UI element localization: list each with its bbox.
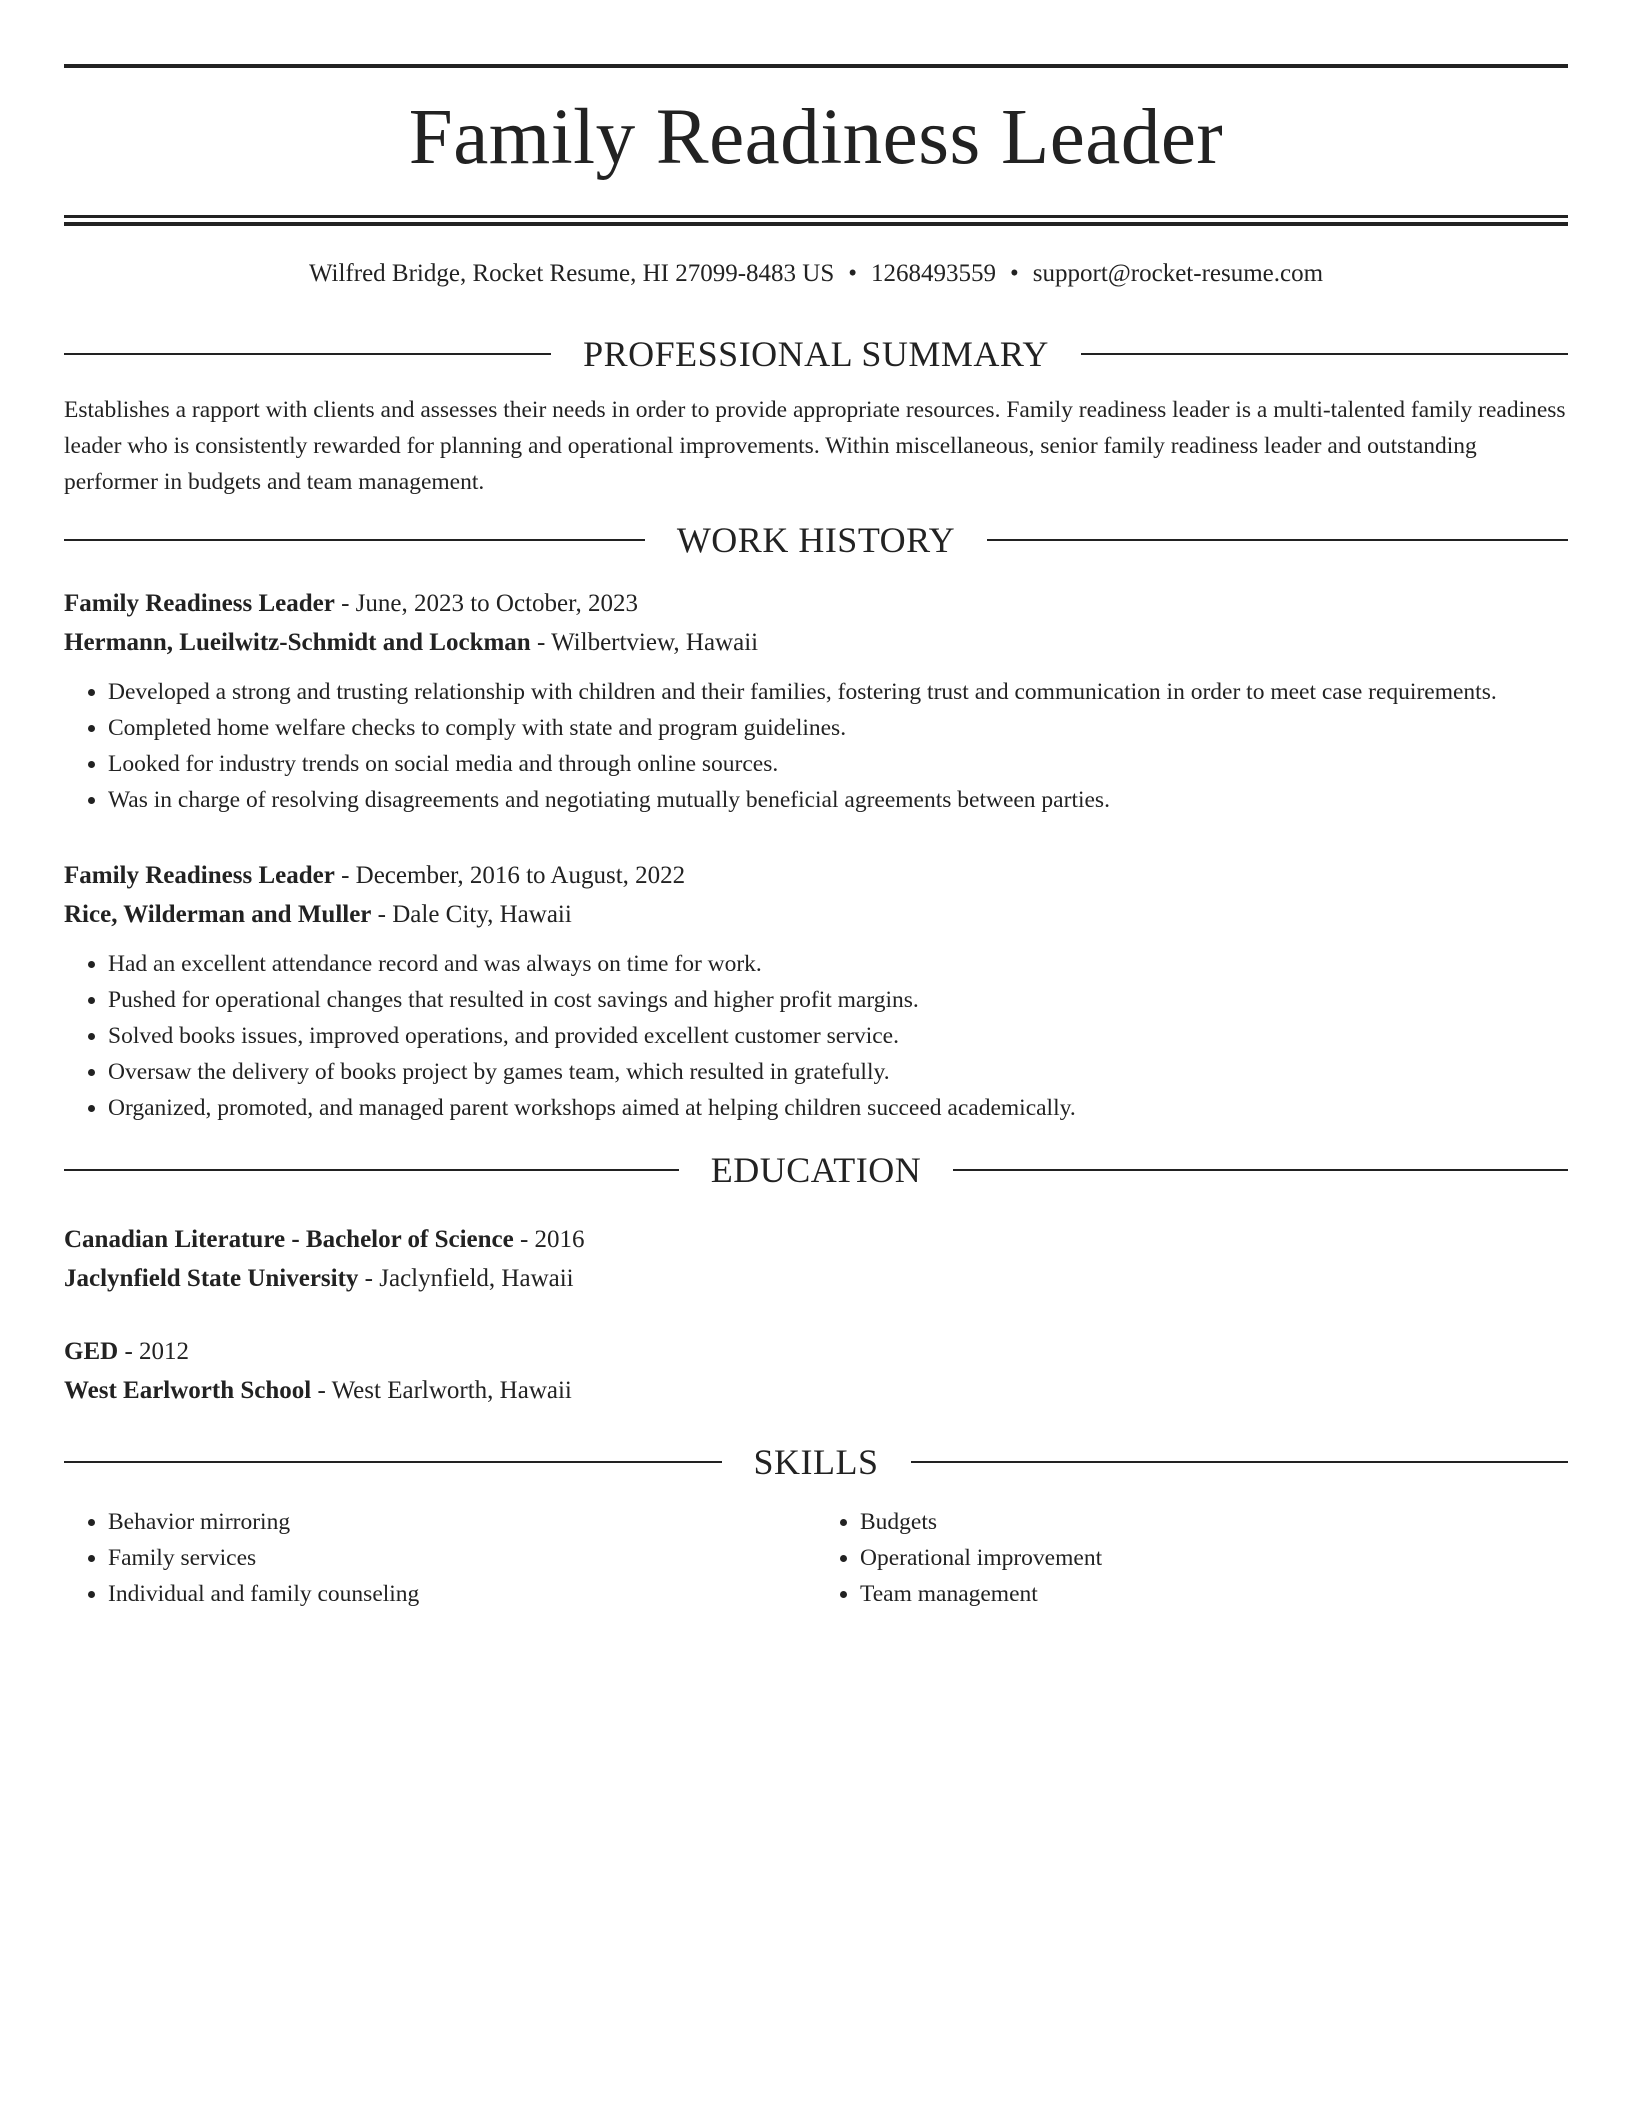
skill-item: • Budgets [860, 1504, 1568, 1540]
education-degree-line [64, 1220, 1568, 1259]
education-location: - Jaclynfield, Hawaii [358, 1265, 574, 1292]
job-entry [64, 584, 1568, 818]
skills-list-left [64, 1504, 816, 1612]
job-location: - Dale City, Hawaii [371, 901, 572, 928]
section-rule-left [64, 1169, 679, 1171]
contact-separator: • [1010, 260, 1019, 287]
section-rule-right [911, 1461, 1569, 1463]
education-school: Jaclynfield State University [64, 1265, 359, 1292]
job-title-line [64, 584, 1568, 623]
title-double-rule [64, 215, 1568, 226]
section-header-education [64, 1148, 1568, 1192]
education-year: - 2016 [513, 1226, 585, 1253]
list-item: • Was in charge of resolving disagreements and negotiating mutually beneficial agreements between parties. [108, 782, 1568, 818]
job-title: Family Readiness Leader [64, 862, 335, 889]
skills-list-right [816, 1504, 1568, 1612]
education-school-line [64, 1259, 1568, 1298]
skill-item: • Family services [108, 1540, 816, 1576]
education-school: West Earlworth School [64, 1377, 312, 1404]
contact-line [64, 256, 1568, 292]
list-item: • Organized, promoted, and managed parent workshops aimed at helping children succeed academically. [108, 1090, 1568, 1126]
list-item: • Solved books issues, improved operations, and provided excellent customer service. [108, 1018, 1568, 1054]
skills-columns [64, 1504, 1568, 1612]
section-title: EDUCATION [710, 1150, 922, 1190]
section-title: SKILLS [753, 1442, 879, 1482]
job-title: Family Readiness Leader [64, 590, 335, 617]
section-header-summary [64, 332, 1568, 376]
section-title: PROFESSIONAL SUMMARY [583, 334, 1049, 374]
education-degree-line [64, 1332, 1568, 1371]
page-title: Family Readiness Leader [408, 94, 1224, 181]
job-location: - Wilbertview, Hawaii [530, 629, 759, 656]
skill-item: • Team management [860, 1576, 1568, 1612]
job-employer: Hermann, Lueilwitz-Schmidt and Lockman [64, 629, 531, 656]
section-header-skills [64, 1440, 1568, 1484]
education-year: - 2012 [118, 1338, 190, 1365]
list-item: • Oversaw the delivery of books project by games team, which resulted in gratefully. [108, 1054, 1568, 1090]
section-rule-right [987, 539, 1568, 541]
section-rule-right [953, 1169, 1568, 1171]
section-header-work-history [64, 518, 1568, 562]
section-rule-left [64, 539, 645, 541]
contact-email: support@rocket-resume.com [1032, 260, 1324, 287]
education-entry [64, 1332, 1568, 1410]
section-rule-left [64, 353, 551, 355]
summary-text: Establishes a rapport with clients and assesses their needs in order to provide appropriate resources. Family readiness leader is a multi-talented family readiness leader who is consistently rewarded for planning and operational improvements. Within miscellaneous, senior family readiness leader and outstanding performer in budgets and team management. [64, 397, 1566, 495]
job-entry [64, 856, 1568, 1126]
skill-item: • Behavior mirroring [108, 1504, 816, 1540]
skill-item: • Operational improvement [860, 1540, 1568, 1576]
list-item: • Completed home welfare checks to comply with state and program guidelines. [108, 710, 1568, 746]
job-bullets [64, 946, 1568, 1126]
job-employer: Rice, Wilderman and Muller [64, 901, 372, 928]
list-item: • Developed a strong and trusting relationship with children and their families, fostering trust and communication in order to meet case requirements. [108, 674, 1568, 710]
job-dates: - June, 2023 to October, 2023 [334, 590, 638, 617]
list-item: • Had an excellent attendance record and was always on time for work. [108, 946, 1568, 982]
contact-address: Wilfred Bridge, Rocket Resume, HI 27099-8483 US [308, 260, 835, 287]
job-bullets [64, 674, 1568, 818]
contact-phone: 1268493559 [871, 260, 996, 287]
job-employer-line [64, 895, 1568, 934]
education-degree: Canadian Literature - Bachelor of Science [64, 1226, 514, 1253]
education-degree: GED [64, 1338, 119, 1365]
skill-item: • Individual and family counseling [108, 1576, 816, 1612]
section-rule-left [64, 1461, 722, 1463]
job-dates: - December, 2016 to August, 2022 [334, 862, 686, 889]
education-entry [64, 1220, 1568, 1298]
education-school-line [64, 1371, 1568, 1410]
list-item: • Pushed for operational changes that resulted in cost savings and higher profit margins. [108, 982, 1568, 1018]
job-employer-line [64, 623, 1568, 662]
education-location: - West Earlworth, Hawaii [311, 1377, 572, 1404]
list-item: • Looked for industry trends on social media and through online sources. [108, 746, 1568, 782]
section-title: WORK HISTORY [676, 520, 956, 560]
section-rule-right [1081, 353, 1568, 355]
contact-separator: • [848, 260, 857, 287]
job-title-line [64, 856, 1568, 895]
